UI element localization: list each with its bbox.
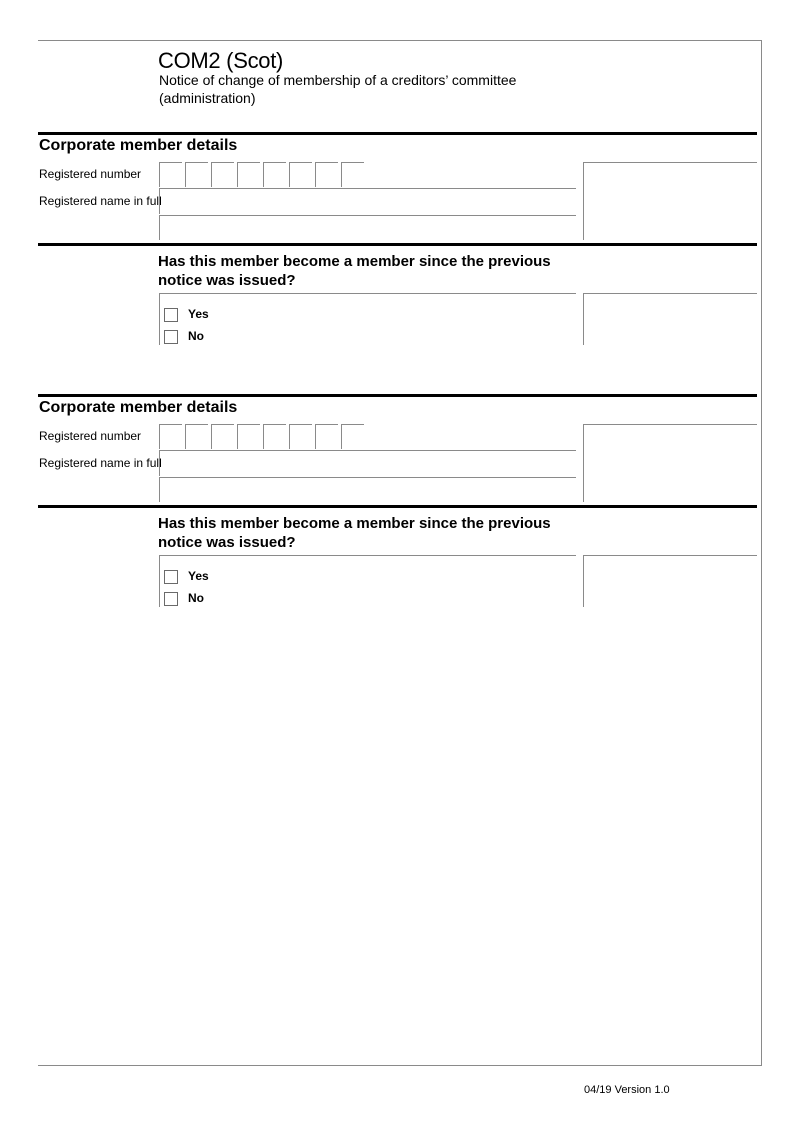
form-subtitle bbox=[159, 71, 579, 107]
section-rule bbox=[38, 394, 757, 397]
digit-cell[interactable] bbox=[263, 162, 286, 187]
registered-name-input-line1[interactable] bbox=[159, 451, 577, 476]
no-option-label: No bbox=[188, 591, 204, 605]
section-rule bbox=[38, 132, 757, 135]
membership-question-line2: notice was issued? bbox=[158, 272, 296, 289]
membership-question-line2: notice was issued? bbox=[158, 534, 296, 551]
side-note-box-top bbox=[583, 424, 757, 425]
page-frame-top bbox=[38, 40, 762, 41]
membership-question bbox=[158, 514, 578, 552]
digit-cell[interactable] bbox=[185, 424, 208, 449]
question-rule bbox=[38, 505, 757, 508]
options-box-top bbox=[159, 293, 576, 294]
membership-question bbox=[158, 252, 578, 290]
registered-name-input-line2[interactable] bbox=[159, 478, 577, 502]
options-box-top bbox=[159, 555, 576, 556]
side-note-box-top bbox=[583, 293, 757, 294]
no-checkbox[interactable] bbox=[164, 592, 178, 606]
digit-cell[interactable] bbox=[289, 162, 312, 187]
registered-name-label: Registered name in full bbox=[39, 456, 162, 470]
digit-cell[interactable] bbox=[185, 162, 208, 187]
side-note-box-left bbox=[583, 162, 584, 240]
registered-number-label: Registered number bbox=[39, 167, 142, 181]
registered-number-input[interactable] bbox=[159, 162, 369, 188]
form-code-title: COM2 (Scot) bbox=[158, 48, 284, 73]
digit-cell[interactable] bbox=[263, 424, 286, 449]
registered-name-input-line2[interactable] bbox=[159, 216, 577, 240]
digit-cell[interactable] bbox=[159, 424, 182, 449]
yes-checkbox[interactable] bbox=[164, 308, 178, 322]
yes-checkbox[interactable] bbox=[164, 570, 178, 584]
digit-cell[interactable] bbox=[315, 424, 338, 449]
question-rule bbox=[38, 243, 757, 246]
membership-question-line1: Has this member become a member since the previous bbox=[158, 515, 551, 532]
registered-number-input[interactable] bbox=[159, 424, 369, 450]
yes-option-label: Yes bbox=[188, 307, 209, 321]
digit-cell[interactable] bbox=[315, 162, 338, 187]
digit-cell[interactable] bbox=[237, 162, 260, 187]
registered-name-input-line1[interactable] bbox=[159, 189, 577, 214]
digit-cell[interactable] bbox=[211, 162, 234, 187]
digit-cell[interactable] bbox=[341, 162, 364, 187]
options-box-left bbox=[159, 293, 160, 345]
side-note-box-left bbox=[583, 555, 584, 607]
digit-cell[interactable] bbox=[289, 424, 312, 449]
section-title: Corporate member details bbox=[39, 137, 238, 154]
registered-name-label: Registered name in full bbox=[39, 194, 162, 208]
section-title: Corporate member details bbox=[39, 399, 238, 416]
side-note-box-left bbox=[583, 424, 584, 502]
page-frame-right bbox=[761, 40, 762, 1066]
digit-cell[interactable] bbox=[159, 162, 182, 187]
side-note-box-top bbox=[583, 555, 757, 556]
form-subtitle-line1: Notice of change of membership of a creditors’ committee bbox=[159, 72, 517, 88]
no-checkbox[interactable] bbox=[164, 330, 178, 344]
no-option-label: No bbox=[188, 329, 204, 343]
side-note-box-top bbox=[583, 162, 757, 163]
digit-cell[interactable] bbox=[211, 424, 234, 449]
version-footer: 04/19 Version 1.0 bbox=[584, 1084, 670, 1096]
digit-cell[interactable] bbox=[237, 424, 260, 449]
side-note-box-left bbox=[583, 293, 584, 345]
membership-question-line1: Has this member become a member since the previous bbox=[158, 253, 551, 270]
page-frame-bottom bbox=[38, 1065, 762, 1066]
digit-cell[interactable] bbox=[341, 424, 364, 449]
registered-number-label: Registered number bbox=[39, 429, 142, 443]
yes-option-label: Yes bbox=[188, 569, 209, 583]
form-subtitle-line2: (administration) bbox=[159, 90, 256, 106]
options-box-left bbox=[159, 555, 160, 607]
